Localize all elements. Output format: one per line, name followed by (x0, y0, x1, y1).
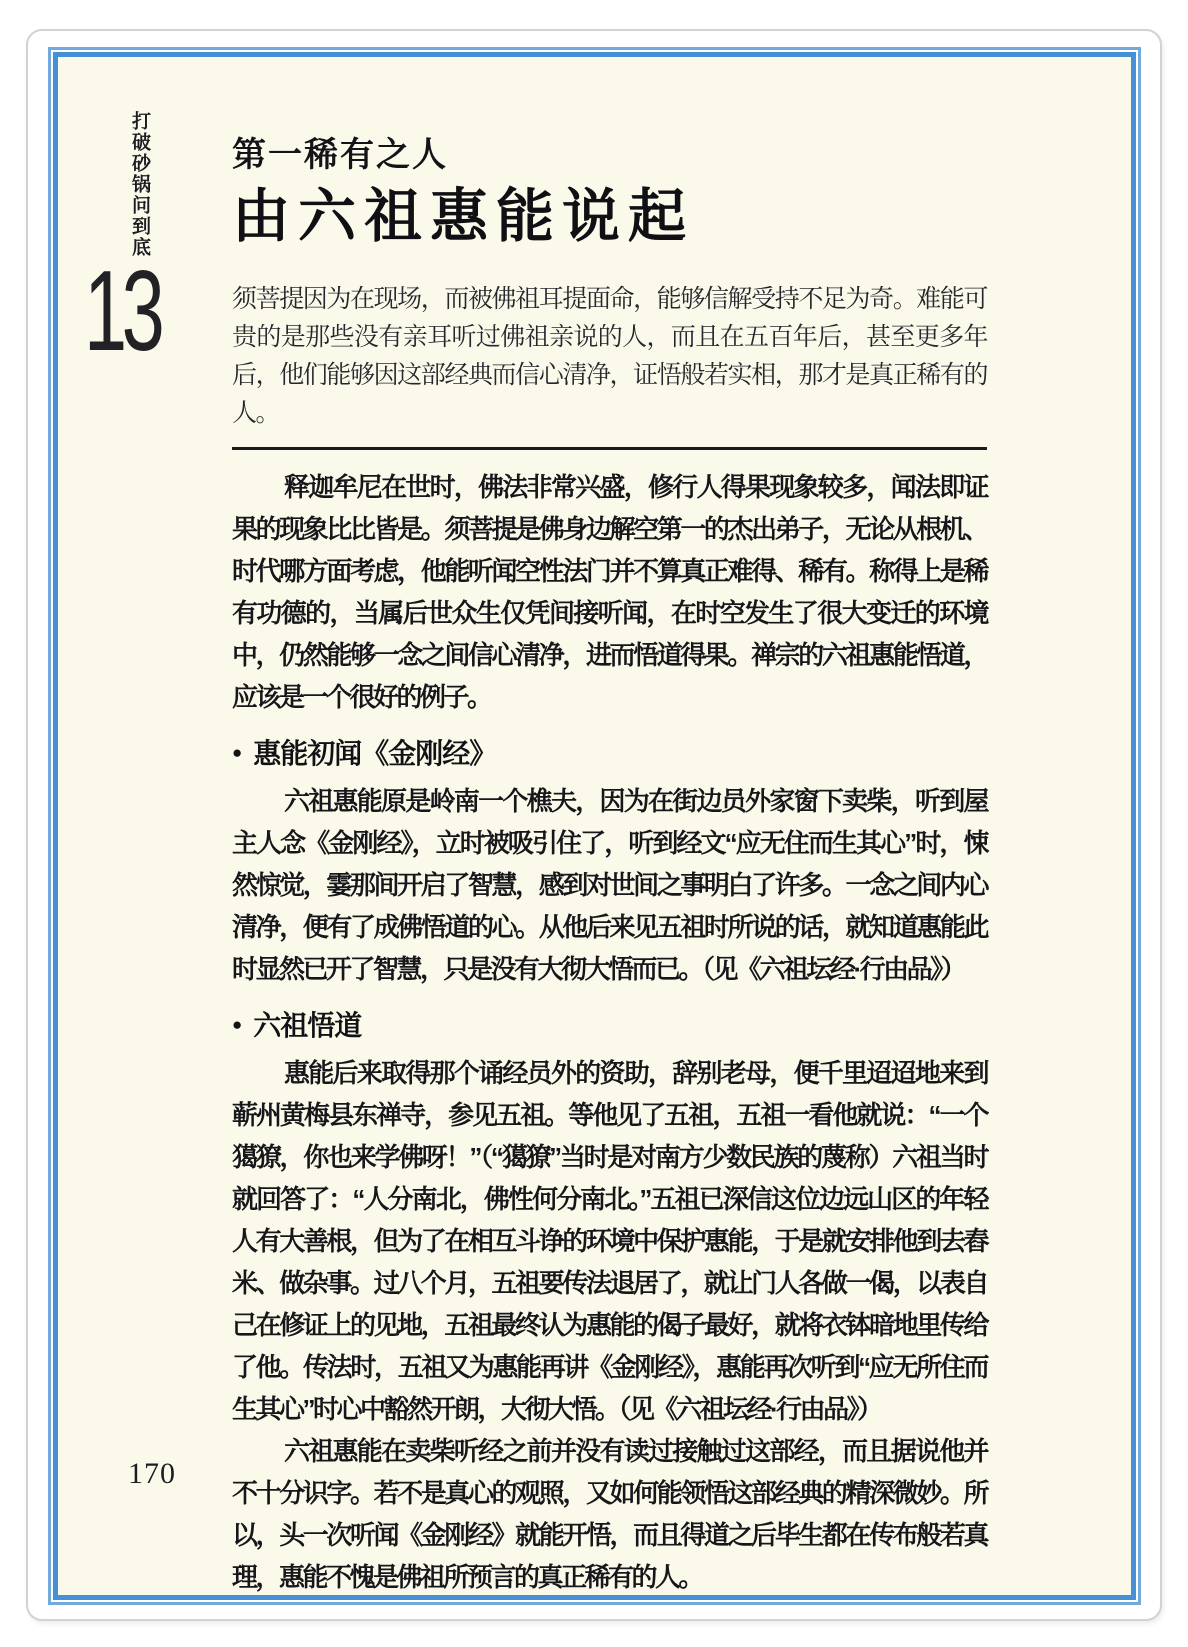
chapter-number: 13 (84, 248, 160, 375)
bullet-icon: ● (232, 742, 242, 762)
body-text (232, 466, 987, 1598)
body-paragraph-1: 释迦牟尼在世时，佛法非常兴盛，修行人得果现象较多，闻法即证果的现象比比皆是。须菩提是佛身边解空第一的杰出弟子，无论从根机、时代哪方面考虑，他能听闻空性法门并不算真正难得、稀有。称得上是稀有功德的，当属后世众生仅凭间接听闻，在时空发生了很大变迁的环境中，仍然能够一念之间信心清净，进而悟道得果。禅宗的六祖惠能悟道，应该是一个很好的例子。 (232, 471, 987, 712)
section-heading-2-label: 六祖悟道 (253, 1009, 362, 1041)
inner-blue-frame (53, 52, 1136, 1600)
divider-rule (232, 447, 987, 450)
outer-blue-frame (48, 47, 1141, 1605)
series-spine-text: 打破砂锅问到底 (129, 111, 150, 258)
section-heading-2 (232, 1004, 987, 1044)
chapter-title: 由六祖惠能说起 (232, 184, 695, 249)
chapter-kicker: 第一稀有之人 (232, 136, 448, 174)
section-heading-1 (232, 732, 987, 772)
content-column (232, 127, 987, 1598)
body-paragraph-3: 惠能后来取得那个诵经员外的资助，辞别老母，便千里迢迢地来到蕲州黄梅县东禅寺，参见五祖。等他见了五祖，五祖一看他就说：“一个獦獠，你也来学佛呀！”（“獦獠”当时是对南方少数民族的蔑称）六祖当时就回答了：“人分南北，佛性何分南北。”五祖已深信这位边远山区的年轻人有大善根，但为了在相互斗诤的环境中保护惠能，于是就安排他到去舂米、做杂事。过八个月，五祖要传法退居了，就让门人各做一偈，以表自己在修证上的见地，五祖最终认为惠能的偈子最好，就将衣钵暗地里传给了他。传法时，五祖又为惠能再讲《金刚经》，惠能再次听到“应无所住而生其心”时心中豁然开朗，大彻大悟。（见《六祖坛经·行由品》） (232, 1057, 987, 1424)
book-page-card (26, 29, 1162, 1621)
chapter-intro: 须菩提因为在现场，而被佛祖耳提面命，能够信解受持不足为奇。难能可贵的是那些没有亲耳听过佛祖亲说的人，而且在五百年后，甚至更多年后，他们能够因这部经典而信心清净，证悟般若实相，那才是真正稀有的人。 (232, 285, 987, 427)
bullet-icon: ● (232, 1014, 242, 1034)
section-heading-1-label: 惠能初闻《金刚经》 (253, 737, 497, 769)
page-number: 170 (128, 1457, 176, 1490)
body-paragraph-2: 六祖惠能原是岭南一个樵夫，因为在街边员外家窗下卖柴，听到屋主人念《金刚经》，立时被吸引住了，听到经文“应无住而生其心”时，悚然惊觉，霎那间开启了智慧，感到对世间之事明白了许多。一念之间内心清净，便有了成佛悟道的心。从他后来见五祖时所说的话，就知道惠能此时显然已开了智慧，只是没有大彻大悟而已。（见《六祖坛经·行由品》） (232, 785, 987, 984)
body-paragraph-4: 六祖惠能在卖柴听经之前并没有读过接触过这部经，而且据说他并不十分识字。若不是真心的观照，又如何能领悟这部经典的精深微妙。所以，头一次听闻《金刚经》就能开悟，而且得道之后毕生都在传布般若真理，惠能不愧是佛祖所预言的真正稀有的人。 (232, 1435, 987, 1592)
